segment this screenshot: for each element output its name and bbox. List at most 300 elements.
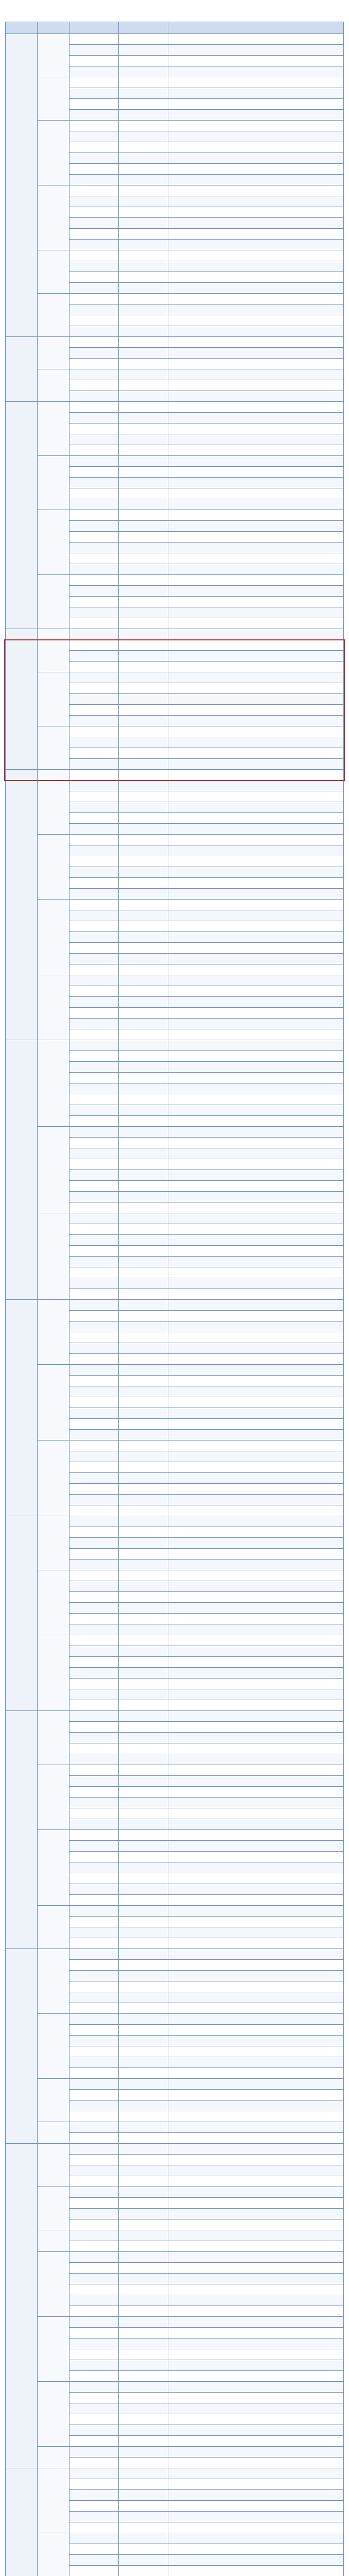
start-date-cell [69, 1257, 119, 1267]
end-date-cell [119, 1819, 168, 1830]
start-date-cell [69, 1635, 119, 1646]
address-cell [168, 2306, 344, 2317]
address-cell [168, 1159, 344, 1170]
address-cell [168, 1473, 344, 1484]
start-date-cell [69, 964, 119, 975]
end-date-cell [119, 456, 168, 467]
start-date-cell [69, 975, 119, 986]
end-date-cell [119, 1560, 168, 1570]
column-header-subarea [38, 22, 69, 34]
address-cell [168, 726, 344, 737]
end-date-cell [119, 250, 168, 261]
end-date-cell [119, 2209, 168, 2219]
end-date-cell [119, 2328, 168, 2338]
start-date-cell [69, 597, 119, 607]
end-date-cell [119, 1213, 168, 1224]
start-date-cell [69, 1960, 119, 1971]
end-date-cell [119, 910, 168, 921]
start-date-cell [69, 45, 119, 56]
address-cell [168, 943, 344, 954]
address-cell [168, 737, 344, 748]
end-date-cell [119, 196, 168, 207]
end-date-cell [119, 2155, 168, 2165]
address-cell [168, 294, 344, 304]
subarea-cell [38, 402, 69, 456]
start-date-cell [69, 2122, 119, 2133]
address-cell [168, 932, 344, 943]
start-date-cell [69, 1354, 119, 1365]
end-date-cell [119, 1278, 168, 1289]
end-date-cell [119, 1386, 168, 1397]
start-date-cell [69, 1787, 119, 1798]
address-cell [168, 1451, 344, 1462]
address-cell [168, 175, 344, 185]
start-date-cell [69, 434, 119, 445]
start-date-cell [69, 467, 119, 478]
end-date-cell [119, 2025, 168, 2036]
start-date-cell [69, 910, 119, 921]
end-date-cell [119, 1289, 168, 1300]
start-date-cell [69, 1992, 119, 2003]
table-row [6, 34, 344, 45]
end-date-cell [119, 2393, 168, 2403]
start-date-cell [69, 2111, 119, 2122]
start-date-cell [69, 2133, 119, 2144]
subarea-cell [38, 1949, 69, 2014]
start-date-cell [69, 748, 119, 759]
end-date-cell [119, 1570, 168, 1581]
district-cell [6, 1516, 38, 1711]
address-cell [168, 207, 344, 218]
address-cell [168, 2447, 344, 2458]
address-cell [168, 196, 344, 207]
end-date-cell [119, 467, 168, 478]
address-cell [168, 683, 344, 694]
address-cell [168, 2522, 344, 2533]
start-date-cell [69, 2252, 119, 2263]
table-row [6, 2144, 344, 2155]
end-date-cell [119, 1798, 168, 1808]
subarea-cell [38, 1127, 69, 1213]
start-date-cell [69, 2263, 119, 2274]
end-date-cell [119, 2403, 168, 2414]
end-date-cell [119, 2555, 168, 2566]
start-date-cell [69, 1624, 119, 1635]
start-date-cell [69, 1267, 119, 1278]
address-cell [168, 2090, 344, 2100]
start-date-cell [69, 932, 119, 943]
table-row [6, 510, 344, 521]
address-cell [168, 2468, 344, 2479]
district-cell [6, 337, 38, 402]
table-row [6, 1440, 344, 1451]
start-date-cell [69, 1148, 119, 1159]
subarea-cell [38, 1830, 69, 1906]
end-date-cell [119, 1743, 168, 1754]
end-date-cell [119, 2046, 168, 2057]
table-row [6, 1213, 344, 1224]
start-date-cell [69, 1776, 119, 1787]
end-date-cell [119, 835, 168, 845]
table-row [6, 294, 344, 304]
address-cell [168, 1906, 344, 1917]
start-date-cell [69, 488, 119, 499]
address-cell [168, 2133, 344, 2144]
start-date-cell [69, 1765, 119, 1776]
sampling-site-table [5, 22, 344, 2576]
end-date-cell [119, 1938, 168, 1949]
address-cell [168, 1711, 344, 1722]
address-cell [168, 2100, 344, 2111]
address-cell [168, 1138, 344, 1148]
address-cell [168, 2079, 344, 2090]
start-date-cell [69, 575, 119, 586]
start-date-cell [69, 2544, 119, 2555]
subarea-cell [38, 294, 69, 337]
end-date-cell [119, 1733, 168, 1743]
address-cell [168, 2425, 344, 2436]
address-cell [168, 445, 344, 456]
start-date-cell [69, 2425, 119, 2436]
end-date-cell [119, 1073, 168, 1083]
end-date-cell [119, 2295, 168, 2306]
district-cell [6, 2468, 38, 2576]
subarea-cell [38, 456, 69, 510]
start-date-cell [69, 142, 119, 153]
start-date-cell [69, 1495, 119, 1505]
address-cell [168, 391, 344, 402]
address-cell [168, 1343, 344, 1354]
start-date-cell [69, 1386, 119, 1397]
start-date-cell [69, 1170, 119, 1181]
end-date-cell [119, 1917, 168, 1927]
start-date-cell [69, 1668, 119, 1679]
end-date-cell [119, 824, 168, 835]
subarea-cell [38, 1516, 69, 1570]
start-date-cell [69, 445, 119, 456]
address-cell [168, 1895, 344, 1906]
address-cell [168, 672, 344, 683]
start-date-cell [69, 413, 119, 423]
start-date-cell [69, 759, 119, 770]
address-cell [168, 845, 344, 856]
address-cell [168, 2403, 344, 2414]
table-row [6, 2317, 344, 2328]
end-date-cell [119, 1083, 168, 1094]
table-row [6, 185, 344, 196]
start-date-cell [69, 1311, 119, 1321]
start-date-cell [69, 878, 119, 889]
start-date-cell [69, 1603, 119, 1614]
start-date-cell [69, 1971, 119, 1981]
address-cell [168, 1657, 344, 1668]
address-cell [168, 1992, 344, 2003]
address-cell [168, 1917, 344, 1927]
address-cell [168, 1495, 344, 1505]
end-date-cell [119, 66, 168, 77]
address-cell [168, 1614, 344, 1624]
start-date-cell [69, 304, 119, 315]
start-date-cell [69, 1592, 119, 1603]
end-date-cell [119, 240, 168, 250]
address-cell [168, 1019, 344, 1029]
address-cell [168, 2046, 344, 2057]
end-date-cell [119, 1235, 168, 1246]
address-cell [168, 1679, 344, 1689]
start-date-cell [69, 2046, 119, 2057]
start-date-cell [69, 294, 119, 304]
end-date-cell [119, 2371, 168, 2382]
address-cell [168, 1040, 344, 1051]
start-date-cell [69, 694, 119, 705]
end-date-cell [119, 1527, 168, 1538]
end-date-cell [119, 1862, 168, 1873]
start-date-cell [69, 1733, 119, 1743]
start-date-cell [69, 1300, 119, 1311]
address-cell [168, 1181, 344, 1192]
table-row [6, 1040, 344, 1051]
subarea-cell [38, 2079, 69, 2122]
end-date-cell [119, 1614, 168, 1624]
start-date-cell [69, 2284, 119, 2295]
end-date-cell [119, 1376, 168, 1386]
start-date-cell [69, 1246, 119, 1257]
end-date-cell [119, 218, 168, 229]
start-date-cell [69, 2490, 119, 2501]
start-date-cell [69, 1949, 119, 1960]
address-cell [168, 1235, 344, 1246]
end-date-cell [119, 229, 168, 240]
start-date-cell [69, 2382, 119, 2393]
district-cell [6, 629, 38, 770]
address-cell [168, 1798, 344, 1808]
start-date-cell [69, 726, 119, 737]
address-cell [168, 369, 344, 380]
end-date-cell [119, 1949, 168, 1960]
end-date-cell [119, 1148, 168, 1159]
table-row [6, 575, 344, 586]
start-date-cell [69, 1213, 119, 1224]
end-date-cell [119, 1873, 168, 1884]
end-date-cell [119, 2468, 168, 2479]
start-date-cell [69, 1895, 119, 1906]
subarea-cell [38, 575, 69, 629]
start-date-cell [69, 856, 119, 867]
address-cell [168, 2501, 344, 2512]
address-cell [168, 1321, 344, 1332]
address-cell [168, 1062, 344, 1073]
address-cell [168, 1213, 344, 1224]
address-cell [168, 1570, 344, 1581]
start-date-cell [69, 2349, 119, 2360]
table-row [6, 672, 344, 683]
start-date-cell [69, 824, 119, 835]
address-cell [168, 781, 344, 791]
end-date-cell [119, 1668, 168, 1679]
start-date-cell [69, 1657, 119, 1668]
start-date-cell [69, 1700, 119, 1711]
address-cell [168, 434, 344, 445]
table-row [6, 1365, 344, 1376]
address-cell [168, 1960, 344, 1971]
start-date-cell [69, 1938, 119, 1949]
end-date-cell [119, 770, 168, 781]
start-date-cell [69, 651, 119, 662]
table-row [6, 1127, 344, 1138]
address-cell [168, 1754, 344, 1765]
start-date-cell [69, 1981, 119, 1992]
start-date-cell [69, 2512, 119, 2522]
start-date-cell [69, 1202, 119, 1213]
start-date-cell [69, 2522, 119, 2533]
end-date-cell [119, 478, 168, 488]
end-date-cell [119, 369, 168, 380]
address-cell [168, 110, 344, 121]
address-cell [168, 2036, 344, 2046]
district-cell [6, 1711, 38, 1949]
address-cell [168, 1884, 344, 1895]
end-date-cell [119, 2338, 168, 2349]
address-cell [168, 770, 344, 781]
start-date-cell [69, 2014, 119, 2025]
start-date-cell [69, 1462, 119, 1473]
start-date-cell [69, 1083, 119, 1094]
address-cell [168, 2144, 344, 2155]
end-date-cell [119, 56, 168, 66]
subarea-cell [38, 1365, 69, 1440]
address-cell [168, 629, 344, 640]
end-date-cell [119, 672, 168, 683]
end-date-cell [119, 1094, 168, 1105]
start-date-cell [69, 218, 119, 229]
start-date-cell [69, 889, 119, 900]
start-date-cell [69, 1516, 119, 1527]
start-date-cell [69, 672, 119, 683]
address-cell [168, 77, 344, 88]
start-date-cell [69, 683, 119, 694]
start-date-cell [69, 1754, 119, 1765]
end-date-cell [119, 1635, 168, 1646]
end-date-cell [119, 1300, 168, 1311]
address-cell [168, 1668, 344, 1679]
end-date-cell [119, 164, 168, 175]
address-cell [168, 1516, 344, 1527]
end-date-cell [119, 1365, 168, 1376]
start-date-cell [69, 261, 119, 272]
address-cell [168, 910, 344, 921]
address-cell [168, 2566, 344, 2576]
address-cell [168, 1083, 344, 1094]
end-date-cell [119, 1224, 168, 1235]
table-row [6, 2447, 344, 2458]
start-date-cell [69, 2176, 119, 2187]
start-date-cell [69, 196, 119, 207]
start-date-cell [69, 337, 119, 348]
subarea-cell [38, 2187, 69, 2230]
start-date-cell [69, 1841, 119, 1852]
district-cell [6, 1040, 38, 1300]
address-cell [168, 2187, 344, 2198]
start-date-cell [69, 705, 119, 716]
district-cell [6, 1949, 38, 2144]
address-cell [168, 553, 344, 564]
address-cell [168, 337, 344, 348]
end-date-cell [119, 2382, 168, 2393]
address-cell [168, 2284, 344, 2295]
subarea-cell [38, 835, 69, 900]
start-date-cell [69, 521, 119, 532]
table-row [6, 121, 344, 131]
table-row [6, 250, 344, 261]
end-date-cell [119, 402, 168, 413]
start-date-cell [69, 2036, 119, 2046]
address-cell [168, 164, 344, 175]
start-date-cell [69, 1289, 119, 1300]
address-cell [168, 1862, 344, 1873]
end-date-cell [119, 1927, 168, 1938]
address-cell [168, 240, 344, 250]
table-row [6, 726, 344, 737]
table-row [6, 2187, 344, 2198]
end-date-cell [119, 748, 168, 759]
subarea-cell [38, 2252, 69, 2317]
address-cell [168, 694, 344, 705]
end-date-cell [119, 2512, 168, 2522]
start-date-cell [69, 66, 119, 77]
end-date-cell [119, 1321, 168, 1332]
start-date-cell [69, 1689, 119, 1700]
start-date-cell [69, 1570, 119, 1581]
end-date-cell [119, 1516, 168, 1527]
start-date-cell [69, 1430, 119, 1440]
end-date-cell [119, 2176, 168, 2187]
end-date-cell [119, 2522, 168, 2533]
end-date-cell [119, 889, 168, 900]
start-date-cell [69, 110, 119, 121]
subarea-cell [38, 250, 69, 294]
end-date-cell [119, 1495, 168, 1505]
end-date-cell [119, 1202, 168, 1213]
end-date-cell [119, 1808, 168, 1819]
start-date-cell [69, 532, 119, 543]
end-date-cell [119, 932, 168, 943]
address-cell [168, 2436, 344, 2447]
start-date-cell [69, 716, 119, 726]
subarea-cell [38, 629, 69, 672]
start-date-cell [69, 121, 119, 131]
table-row [6, 2382, 344, 2393]
end-date-cell [119, 1051, 168, 1062]
end-date-cell [119, 1062, 168, 1073]
address-cell [168, 467, 344, 478]
address-cell [168, 2338, 344, 2349]
start-date-cell [69, 2468, 119, 2479]
address-cell [168, 2458, 344, 2468]
end-date-cell [119, 2036, 168, 2046]
start-date-cell [69, 2317, 119, 2328]
end-date-cell [119, 2241, 168, 2252]
subarea-cell [38, 1040, 69, 1127]
start-date-cell [69, 770, 119, 781]
table-row [6, 402, 344, 413]
start-date-cell [69, 2187, 119, 2198]
address-cell [168, 1289, 344, 1300]
end-date-cell [119, 997, 168, 1008]
table-row [6, 629, 344, 640]
address-cell [168, 1484, 344, 1495]
start-date-cell [69, 1852, 119, 1862]
start-date-cell [69, 2090, 119, 2100]
